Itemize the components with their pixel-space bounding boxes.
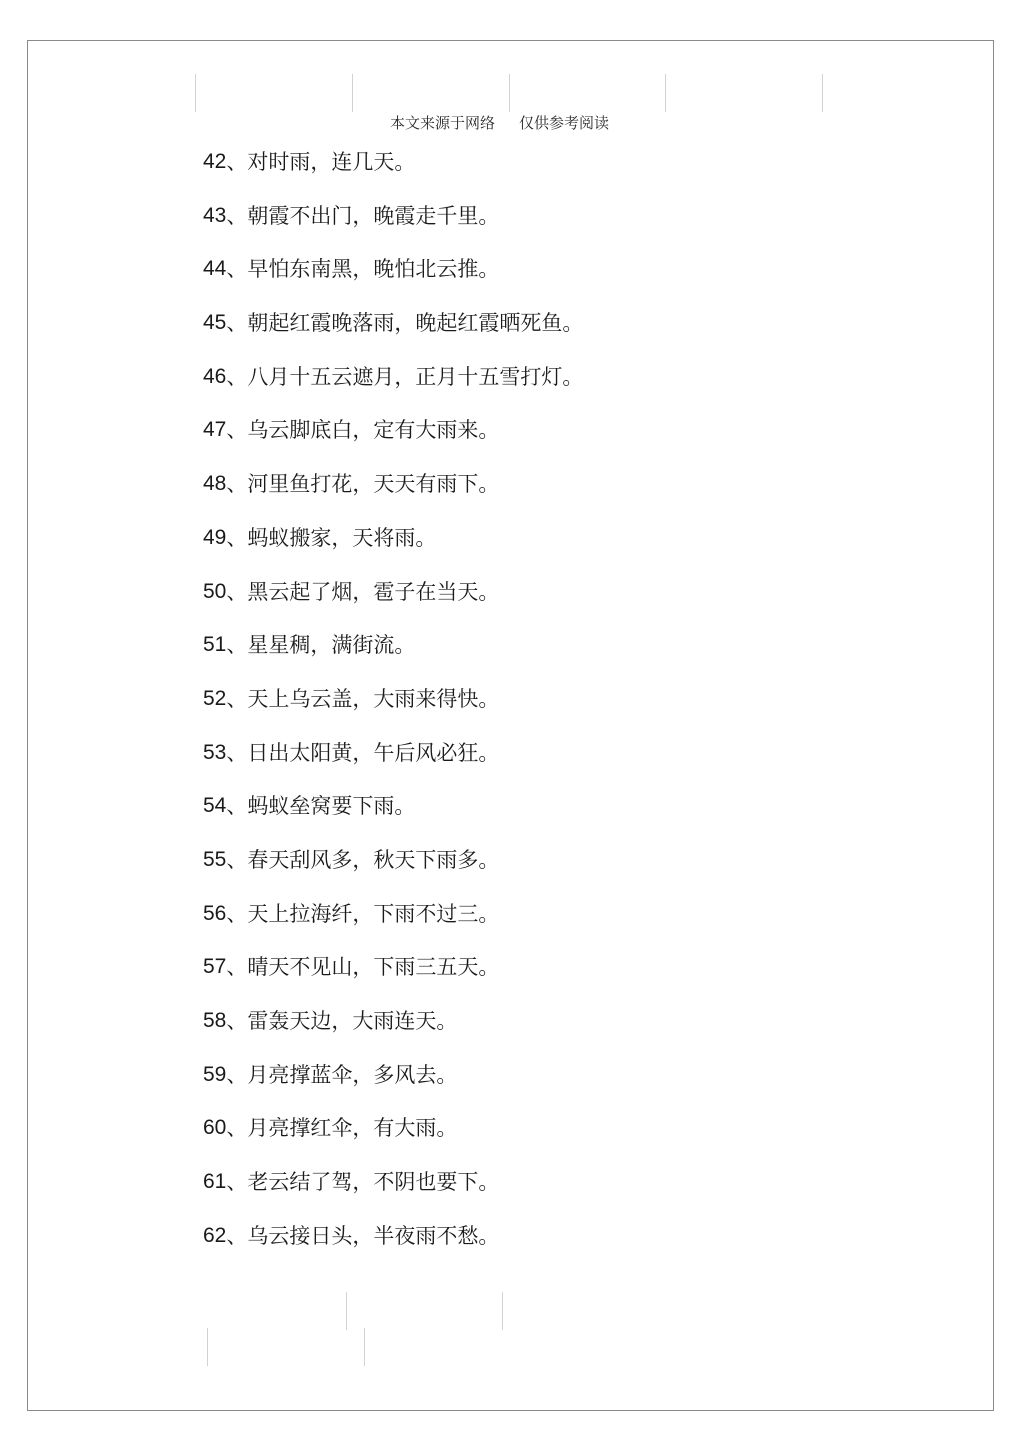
guide-line	[352, 74, 353, 112]
proverb-item	[203, 1109, 583, 1163]
proverb-item	[203, 1056, 583, 1110]
guide-line	[822, 74, 823, 112]
proverb-number: 58	[203, 1009, 227, 1032]
guide-line	[502, 1292, 503, 1330]
proverb-item	[203, 680, 583, 734]
proverb-text: 、日出太阳黄，午后风必狂。	[226, 740, 500, 765]
proverb-text: 、早怕东南黑，晚怕北云推。	[226, 257, 500, 282]
proverb-item	[203, 895, 583, 949]
proverb-number: 57	[203, 955, 227, 979]
proverb-number: 60	[203, 1116, 227, 1140]
header-note	[390, 112, 609, 133]
proverb-item	[203, 411, 583, 465]
proverb-item	[203, 143, 583, 197]
guide-line	[195, 74, 196, 112]
proverb-number: 59	[203, 1062, 227, 1086]
proverb-number: 51	[203, 633, 227, 657]
proverb-number: 55	[203, 847, 227, 871]
proverb-number: 46	[203, 364, 227, 388]
proverb-number: 42	[203, 150, 227, 173]
proverb-text: 、八月十五云遮月，正月十五雪打灯。	[226, 364, 584, 389]
proverb-text: 、雷轰天边，大雨连天。	[226, 1009, 458, 1033]
proverb-text: 、朝霞不出门，晚霞走千里。	[226, 203, 500, 228]
proverb-item	[203, 841, 583, 895]
proverb-number: 44	[203, 257, 227, 281]
proverb-number: 56	[203, 901, 227, 925]
proverb-item	[203, 1217, 583, 1271]
proverb-text: 、朝起红霞晚落雨，晚起红霞晒死鱼。	[226, 311, 584, 336]
proverb-item	[203, 787, 583, 841]
proverb-text: 、河里鱼打花，天天有雨下。	[226, 472, 500, 497]
proverb-item	[203, 519, 583, 573]
proverb-text: 、天上乌云盖，大雨来得快。	[226, 686, 500, 711]
proverb-number: 43	[203, 203, 227, 227]
proverb-text: 、星星稠，满街流。	[226, 633, 416, 658]
guide-line	[346, 1292, 347, 1330]
source-note: 本文来源于网络	[390, 114, 496, 132]
proverb-item	[203, 1002, 583, 1056]
proverb-number: 53	[203, 740, 227, 764]
proverb-text: 、对时雨，连几天。	[226, 150, 416, 174]
proverb-item	[203, 734, 583, 788]
proverb-text: 、晴天不见山，下雨三五天。	[226, 955, 500, 980]
guide-line	[207, 1328, 208, 1366]
proverb-item	[203, 1163, 583, 1217]
proverb-number: 62	[203, 1223, 227, 1247]
proverb-text: 、月亮撑红伞，有大雨。	[226, 1116, 458, 1141]
proverb-text: 、老云结了驾，不阴也要下。	[226, 1170, 500, 1195]
proverb-number: 54	[203, 794, 227, 818]
proverb-item	[203, 304, 583, 358]
proverb-text: 、黑云起了烟，雹子在当天。	[226, 579, 500, 604]
proverb-number: 61	[203, 1170, 227, 1194]
proverb-text: 、蚂蚁搬家，天将雨。	[226, 525, 437, 550]
proverb-item	[203, 626, 583, 680]
proverb-item	[203, 465, 583, 519]
proverb-item	[203, 197, 583, 251]
proverb-text: 、蚂蚁垒窝要下雨。	[226, 794, 416, 819]
proverb-number: 45	[203, 311, 227, 335]
proverb-number: 49	[203, 525, 227, 549]
guide-line	[509, 74, 510, 112]
proverb-number: 52	[203, 686, 227, 710]
proverb-item	[203, 573, 583, 627]
proverb-text: 、乌云脚底白，定有大雨来。	[226, 418, 500, 443]
proverb-text: 、月亮撑蓝伞，多风去。	[226, 1062, 458, 1087]
proverb-item	[203, 948, 583, 1002]
proverb-item	[203, 358, 583, 412]
proverb-text: 、天上拉海纤，下雨不过三。	[226, 901, 500, 926]
proverb-number: 47	[203, 418, 227, 442]
proverb-item	[203, 250, 583, 304]
proverb-text: 、春天刮风多，秋天下雨多。	[226, 847, 500, 872]
proverb-text: 、乌云接日头，半夜雨不愁。	[226, 1223, 500, 1248]
guide-line	[364, 1328, 365, 1366]
proverb-list	[203, 143, 583, 1270]
proverb-number: 50	[203, 579, 227, 603]
reference-note: 仅供参考阅读	[519, 114, 610, 132]
proverb-number: 48	[203, 472, 227, 496]
guide-line	[665, 74, 666, 112]
